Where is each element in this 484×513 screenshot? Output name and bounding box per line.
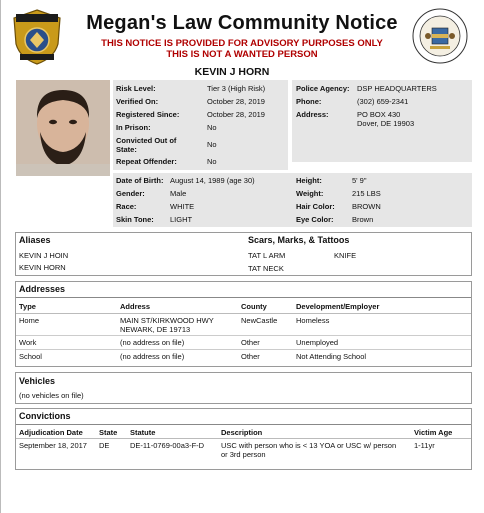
agency-address-label: Address: [296, 110, 329, 119]
address-col-type: Type [19, 302, 36, 311]
address-row-line-1: MAIN ST/KIRKWOOD HWY [120, 316, 214, 325]
dob-label: Date of Birth: [116, 176, 164, 185]
height-value: 5' 9" [352, 176, 367, 185]
advisory-line-1: THIS NOTICE IS PROVIDED FOR ADVISORY PURPOSES ONLY [101, 38, 383, 49]
address-row-county: Other [241, 338, 260, 347]
address-row-development: Homeless [296, 316, 330, 325]
eye-color-value: Brown [352, 215, 374, 224]
registered-value: October 28, 2019 [207, 110, 265, 119]
alias-item: KEVIN J HOIN [19, 251, 69, 260]
conviction-row-victim-age: 1-11yr [414, 441, 435, 450]
gender-value: Male [170, 189, 187, 198]
agency-address-line-2: Dover, DE 19903 [357, 119, 415, 128]
risk-level-value: Tier 3 (High Risk) [207, 84, 266, 93]
conviction-col-date: Adjudication Date [19, 428, 83, 437]
addresses-title: Addresses [19, 284, 66, 294]
address-row-rule [16, 335, 471, 336]
risk-level-label: Risk Level: [116, 84, 156, 93]
repeat-offender-label: Repeat Offender: [116, 157, 177, 166]
repeat-offender-value: No [207, 157, 217, 166]
alias-item: KEVIN HORN [19, 263, 66, 272]
address-row-development: Not Attending School [296, 352, 367, 361]
address-header-rule [16, 313, 471, 314]
scar-location: TAT NECK [248, 264, 284, 273]
address-row-type: Work [19, 338, 37, 347]
hair-color-label: Hair Color: [296, 202, 335, 211]
aliases-scars-box [15, 232, 472, 276]
race-value: WHITE [170, 202, 195, 211]
conviction-col-statute: Statute [130, 428, 156, 437]
convictions-divider [16, 424, 471, 425]
verified-label: Verified On: [116, 97, 159, 106]
conviction-header-rule [16, 438, 471, 439]
advisory-line-2: THIS IS NOT A WANTED PERSON [166, 49, 318, 60]
weight-value: 215 LBS [352, 189, 381, 198]
conviction-row-state: DE [99, 441, 110, 450]
convicted-out-of-state-label: Convicted Out of State: [116, 136, 177, 154]
addresses-divider [16, 297, 471, 298]
in-prison-value: No [207, 123, 217, 132]
advisory-notice [70, 38, 414, 60]
police-agency-value: DSP HEADQUARTERS [357, 84, 437, 93]
address-row-county: Other [241, 352, 260, 361]
conviction-row-date: September 18, 2017 [19, 441, 87, 450]
state-police-badge-logo [10, 8, 64, 66]
conviction-row-description-1: USC with person who is < 13 YOA or USC w/ person [221, 441, 397, 450]
page-title: Megan's Law Community Notice [86, 12, 398, 34]
vehicles-empty-text: (no vehicles on file) [19, 391, 84, 400]
race-label: Race: [116, 202, 137, 211]
conviction-col-victim-age: Victim Age [414, 428, 453, 437]
physical-panel [113, 173, 472, 227]
address-row-line-2: NEWARK, DE 19713 [120, 325, 191, 334]
eye-color-label: Eye Color: [296, 215, 334, 224]
address-col-address: Address [120, 302, 151, 311]
convictions-title: Convictions [19, 411, 71, 421]
police-agency-label: Police Agency: [296, 84, 350, 93]
hair-color-value: BROWN [352, 202, 381, 211]
skin-tone-label: Skin Tone: [116, 215, 154, 224]
convictions-box [15, 408, 472, 470]
conviction-row-statute: DE-11-0769-00a3-F-D [130, 441, 205, 450]
conviction-col-state: State [99, 428, 118, 437]
address-col-county: County [241, 302, 267, 311]
address-row-type: Home [19, 316, 40, 325]
height-label: Height: [296, 176, 322, 185]
address-row-development: Unemployed [296, 338, 339, 347]
scars-title: Scars, Marks, & Tattoos [248, 235, 350, 245]
vehicles-title: Vehicles [19, 376, 56, 386]
weight-label: Weight: [296, 189, 324, 198]
offender-photo [16, 80, 110, 176]
address-row-line-1: (no address on file) [120, 352, 185, 361]
convicted-out-of-state-value: No [207, 140, 217, 149]
gender-label: Gender: [116, 189, 145, 198]
phone-value: (302) 659-2341 [357, 97, 409, 106]
address-col-development: Development/Employer [296, 302, 380, 311]
registered-label: Registered Since: [116, 110, 180, 119]
address-row-line-1: (no address on file) [120, 338, 185, 347]
conviction-row-description-2: or 3rd person [221, 450, 266, 459]
agency-address-line-1: PO BOX 430 [357, 110, 401, 119]
scar-description: KNIFE [334, 251, 357, 260]
dob-value: August 14, 1989 (age 30) [170, 176, 255, 185]
skin-tone-value: LIGHT [170, 215, 193, 224]
offender-name: KEVIN J HORN [194, 66, 270, 78]
address-row-county: NewCastle [241, 316, 278, 325]
address-row-rule [16, 349, 471, 350]
delaware-state-seal-logo [412, 8, 468, 64]
address-row-type: School [19, 352, 42, 361]
aliases-title: Aliases [19, 235, 51, 245]
scar-location: TAT L ARM [248, 251, 286, 260]
conviction-col-description: Description [221, 428, 263, 437]
verified-value: October 28, 2019 [207, 97, 265, 106]
in-prison-label: In Prison: [116, 123, 151, 132]
phone-label: Phone: [296, 97, 322, 106]
